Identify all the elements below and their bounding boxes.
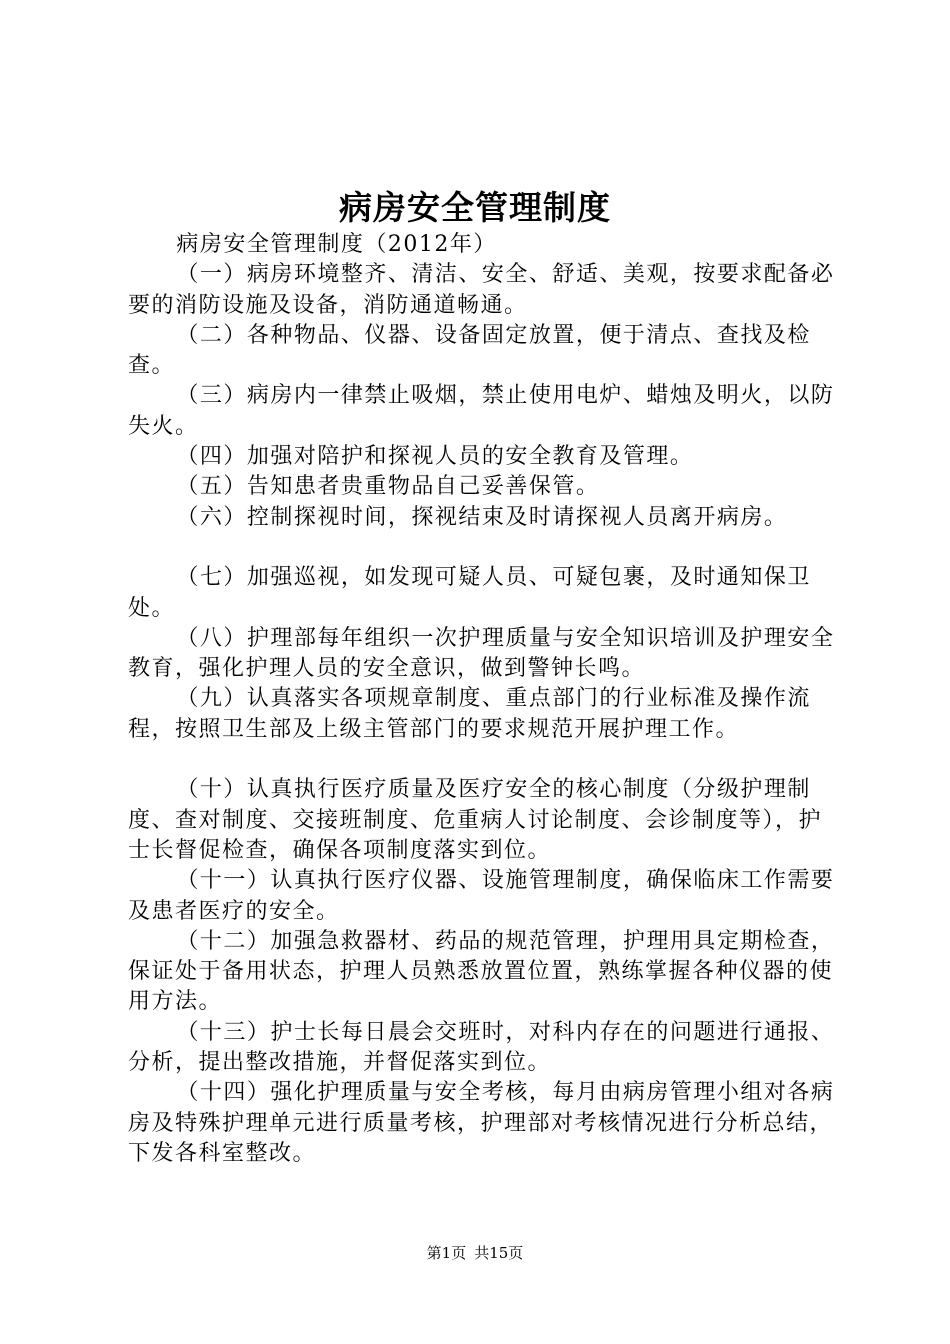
document-title: 病房安全管理制度	[339, 188, 611, 227]
paragraph-item-5: （五）告知患者贵重物品自己妥善保管。	[176, 474, 600, 500]
paragraph-subtitle: 病房安全管理制度（2012年）	[176, 232, 497, 257]
paragraph-item-8: （八）护理部每年组织一次护理质量与安全知识培训及护理安全教育，强化护理人员的安全意识，做到警钟长鸣。	[128, 625, 835, 682]
paragraph-item-1: （一）病房环境整齐、清洁、安全、舒适、美观，按要求配备必要的消防设施及设备，消防通道畅通。	[128, 262, 835, 318]
paragraph-item-4: （四）加强对陪护和探视人员的安全教育及管理。	[176, 444, 694, 470]
page-footer	[0, 1242, 950, 1264]
paragraph-item-10: （十）认真执行医疗质量及医疗安全的核心制度（分级护理制度、查对制度、交接班制度、危重病人讨论制度、会诊制度等），护士长督促检查，确保各项制度落实到位。	[128, 777, 823, 863]
paragraph-item-9: （九）认真落实各项规章制度、重点部门的行业标准及操作流程，按照卫生部及上级主管部门的要求规范开展护理工作。	[128, 686, 811, 742]
paragraph-item-3: （三）病房内一律禁止吸烟，禁止使用电炉、蜡烛及明火，以防失火。	[128, 383, 835, 439]
paragraph-item-6: （六）控制探视时间，探视结束及时请探视人员离开病房。	[176, 504, 788, 530]
document-body	[128, 230, 840, 1169]
paragraph-item-13: （十三）护士长每日晨会交班时，对科内存在的问题进行通报、分析，提出整改措施，并督促落实到位。	[128, 1019, 835, 1076]
paragraph-item-2: （二）各种物品、仪器、设备固定放置，便于清点、查找及检查。	[128, 322, 811, 379]
paragraph-item-11: （十一）认真执行医疗仪器、设施管理制度，确保临床工作需要及患者医疗的安全。	[128, 868, 835, 924]
page-number: 第1页	[426, 1244, 467, 1262]
paragraph-item-12: （十二）加强急救器材、药品的规范管理，护理用具定期检查，保证处于备用状态，护理人员熟悉放置位置，熟练掌握各种仪器的使用方法。	[128, 928, 835, 1015]
paragraph-item-14: （十四）强化护理质量与安全考核，每月由病房管理小组对各病房及特殊护理单元进行质量考核，护理部对考核情况进行分析总结，下发各科室整改。	[128, 1080, 835, 1166]
page-total: 共15页	[474, 1244, 524, 1262]
paragraph-item-7: （七）加强巡视，如发现可疑人员、可疑包裹，及时通知保卫处。	[128, 565, 811, 621]
